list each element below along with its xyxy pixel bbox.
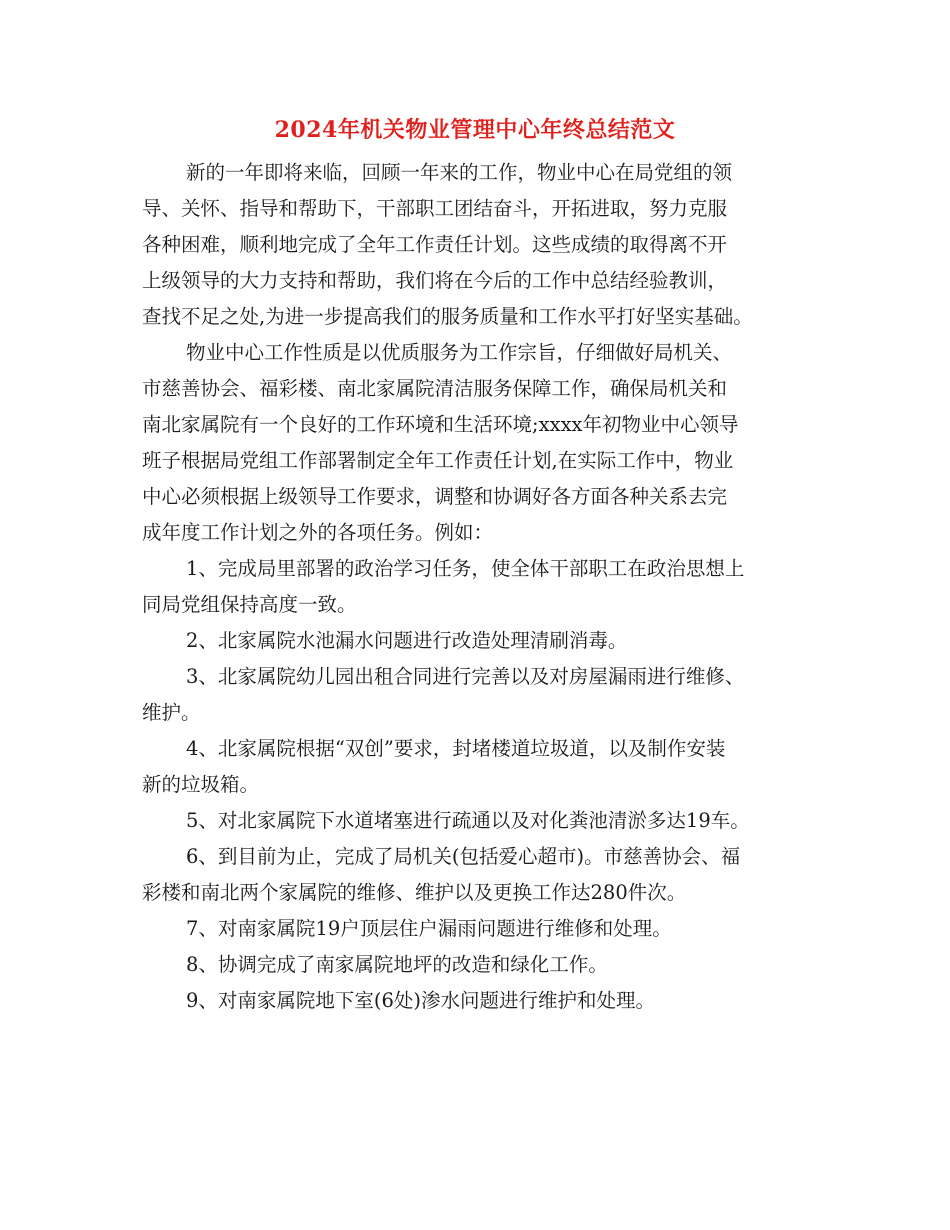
document-title: 2024年机关物业管理中心年终总结范文 <box>274 117 676 143</box>
paragraph-1-line-4: 上级领导的大力支持和帮助，我们将在今后的工作中总结经验教训， <box>142 269 728 292</box>
paragraph-2-line-3: 南北家属院有一个良好的工作环境和生活环境;xxxx年初物业中心领导 <box>142 413 739 436</box>
paragraph-1-line-2: 导、关怀、指导和帮助下，干部职工团结奋斗，开拓进取，努力克服 <box>142 197 728 220</box>
paragraph-2-line-5: 中心必须根据上级领导工作要求，调整和协调好各方面各种关系去完 <box>142 485 728 508</box>
list-item-1-line-1: 1、完成局里部署的政治学习任务，使全体干部职工在政治思想上 <box>186 557 745 580</box>
list-item-5-line-1: 5、对北家属院下水道堵塞进行疏通以及对化粪池清淤多达19车。 <box>186 809 750 832</box>
list-item-6-line-2: 彩楼和南北两个家属院的维修、维护以及更换工作达280件次。 <box>142 881 687 904</box>
list-item-1-line-2: 同局党组保持高度一致。 <box>142 593 357 616</box>
list-item-3-line-1: 3、北家属院幼儿园出租合同进行完善以及对房屋漏雨进行维修、 <box>186 665 745 688</box>
paragraph-2-line-6: 成年度工作计划之外的各项任务。例如： <box>142 521 494 544</box>
list-item-9-line-1: 9、对南家属院地下室(6处)渗水问题进行维护和处理。 <box>186 989 656 1012</box>
list-item-2-line-1: 2、北家属院水池漏水问题进行改造处理清刷消毒。 <box>186 629 628 652</box>
list-item-4-line-2: 新的垃圾箱。 <box>142 773 260 796</box>
paragraph-1-line-5: 查找不足之处,为进一步提高我们的服务质量和工作水平打好坚实基础。 <box>142 305 753 328</box>
list-item-4-line-1: 4、北家属院根据“双创”要求，封堵楼道垃圾道，以及制作安装 <box>186 737 726 760</box>
list-item-3-line-2: 维护。 <box>142 701 201 724</box>
paragraph-1-line-1: 新的一年即将来临，回顾一年来的工作，物业中心在局党组的领 <box>186 161 733 184</box>
paragraph-2-line-1: 物业中心工作性质是以优质服务为工作宗旨，仔细做好局机关、 <box>186 341 733 364</box>
list-item-8-line-1: 8、协调完成了南家属院地坪的改造和绿化工作。 <box>186 953 608 976</box>
paragraph-2-line-2: 市慈善协会、福彩楼、南北家属院清洁服务保障工作，确保局机关和 <box>142 377 728 400</box>
document-body <box>142 155 822 1019</box>
paragraph-2-line-4: 班子根据局党组工作部署制定全年工作责任计划,在实际工作中，物业 <box>142 449 734 472</box>
list-item-6-line-1: 6、到目前为止，完成了局机关(包括爱心超市)。市慈善协会、福 <box>186 845 741 868</box>
paragraph-1-line-3: 各种困难，顺利地完成了全年工作责任计划。这些成绩的取得离不开 <box>142 233 728 256</box>
list-item-7-line-1: 7、对南家属院19户顶层住户漏雨问题进行维修和处理。 <box>186 917 672 940</box>
